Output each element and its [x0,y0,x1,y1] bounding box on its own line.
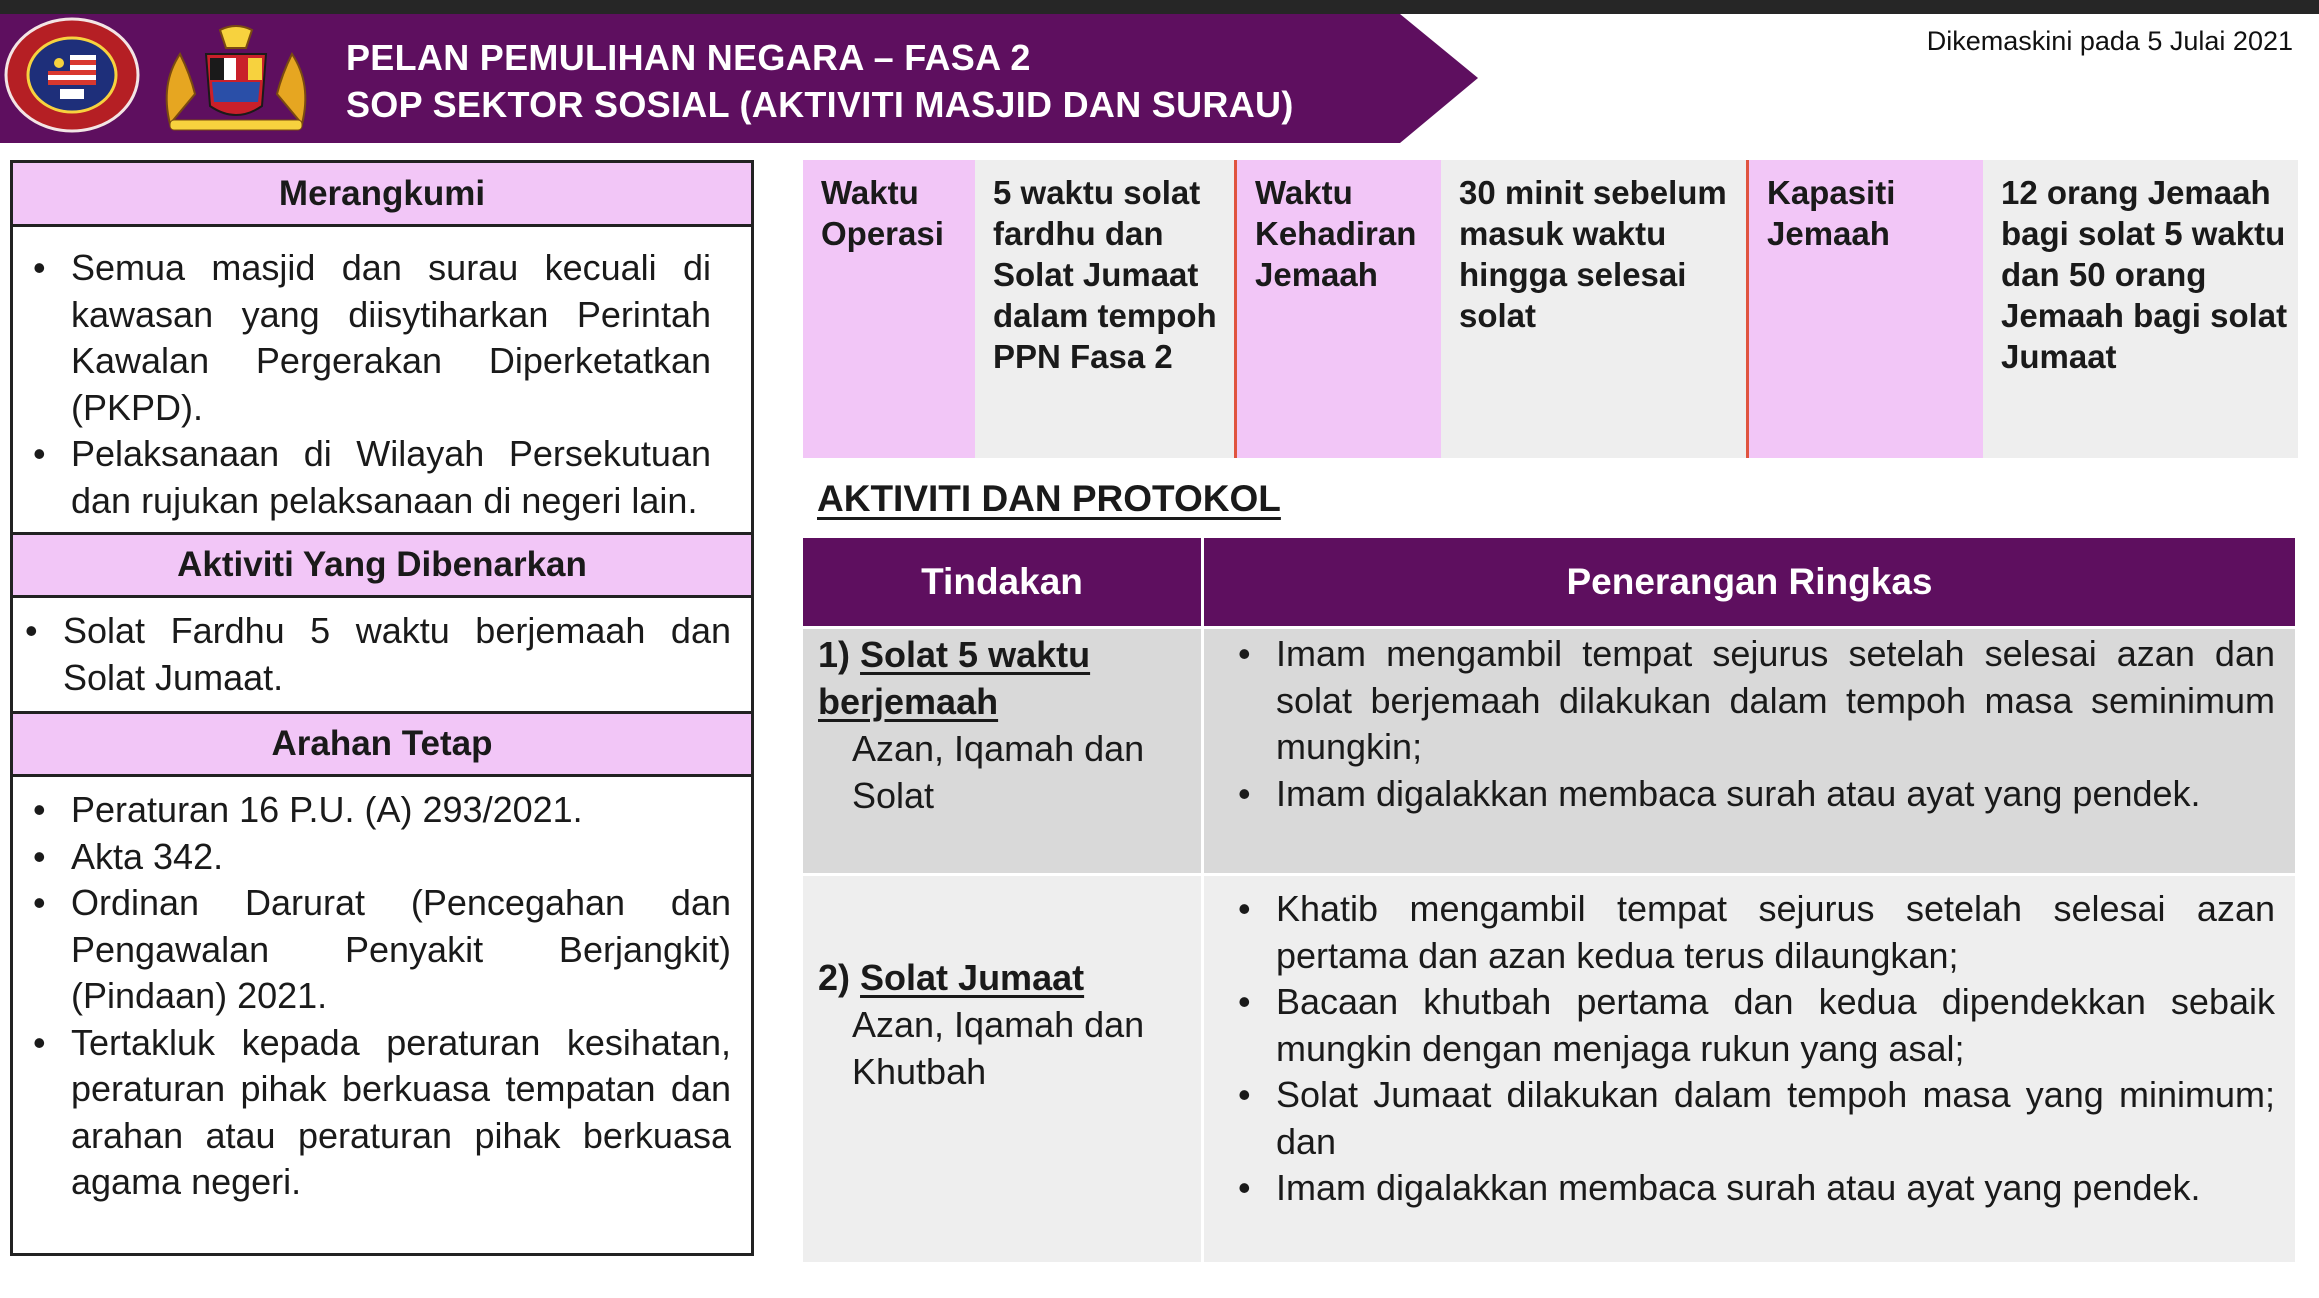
action-title [818,631,1191,725]
operation-info-grid [803,160,2298,458]
info-label-capacity: Kapasiti Jemaah [1746,160,1983,458]
description-item: • Bacaan khutbah pertama dan kedua dipendekkan sebaik mungkin dengan menjaga rukun yang asal; [1276,979,2275,1072]
page-title [346,34,1294,128]
directive-item: • Ordinan Darurat (Pencegahan dan Pengawalan Penyakit Berjangkit) (Pindaan) 2021. [71,880,731,1020]
directive-item: • Peraturan 16 P.U. (A) 293/2021. [71,787,731,834]
summary-list [13,239,751,524]
column-header-description: Penerangan Ringkas [1566,561,1933,602]
description-cell [1204,876,2295,1262]
description-list [1204,629,2295,817]
action-name: Solat 5 waktu berjemaah [818,634,1091,722]
info-label-operation-time: Waktu Operasi [803,160,975,458]
allowed-list [13,598,751,711]
allowed-item: • Solat Fardhu 5 waktu berjemaah dan Solat Jumaat. [63,608,731,701]
summary-item: • Pelaksanaan di Wilayah Persekutuan dan rujukan pelaksanaan di negeri lain. [71,431,711,524]
description-item: • Imam digalakkan membaca surah atau ayat yang pendek. [1276,771,2275,818]
summary-section [13,163,751,535]
action-number: 2) [818,956,851,998]
directive-section [13,777,751,1214]
action-subtitle: Azan, Iqamah dan Khutbah [852,1003,1145,1092]
updated-date: Dikemaskini pada 5 Julai 2021 [1926,26,2293,56]
description-item: • Imam mengambil tempat sejurus setelah selesai azan dan solat berjemaah dilakukan dalam tempoh masa seminimum mungkin; [1276,631,2275,771]
top-bar [0,0,2319,14]
description-item: • Imam digalakkan membaca surah atau ayat yang pendek. [1276,1165,2275,1212]
summary-item: • Semua masjid dan surau kecuali di kawasan yang diisytiharkan Perintah Kawalan Pergerakan Diperketatkan (PKPD). [71,245,711,431]
description-list [1204,876,2295,1212]
action-number: 1) [818,634,851,675]
directive-list [13,777,751,1214]
coat-of-arms-logo [150,24,322,134]
directive-item: • Akta 342. [71,834,731,881]
title-line-1: PELAN PEMULIHAN NEGARA – FASA 2 [346,37,1031,78]
info-label-attendance-time: Waktu Kehadiran Jemaah [1234,160,1441,458]
description-cell [1204,629,2295,873]
title-line-2: SOP SEKTOR SOSIAL (AKTIVITI MASJID DAN SURAU) [346,84,1294,125]
allowed-heading: Aktiviti Yang Dibenarkan [13,535,751,598]
action-subtitle: Azan, Iqamah dan Solat [852,728,1145,816]
summary-heading: Merangkumi [13,163,751,227]
table-header [803,538,2295,626]
nsc-logo [4,17,140,133]
table-row [803,876,2295,1262]
info-value-capacity: 12 orang Jemaah bagi solat 5 waktu dan 50 orang Jemaah bagi solat Jumaat [1983,160,2298,458]
protocol-table [803,538,2295,1262]
action-title [818,954,1191,1001]
description-item: • Solat Jumaat dilakukan dalam tempoh masa yang minimum; dan [1276,1072,2275,1165]
section-title: AKTIVITI DAN PROTOKOL [817,478,1281,519]
directive-heading: Arahan Tetap [13,714,751,777]
table-row [803,629,2295,873]
info-value-attendance-time: 30 minit sebelum masuk waktu hingga selesai solat [1441,160,1746,458]
action-cell [803,876,1204,1262]
left-panel [10,160,754,1256]
action-cell [803,629,1204,873]
allowed-section [13,598,751,714]
action-name: Solat Jumaat [860,956,1085,998]
description-item: • Khatib mengambil tempat sejurus setelah selesai azan pertama dan azan kedua terus dilaungkan; [1276,886,2275,979]
info-value-operation-time: 5 waktu solat fardhu dan Solat Jumaat dalam tempoh PPN Fasa 2 [975,160,1234,458]
column-header-action: Tindakan [803,538,1204,626]
directive-item: • Tertakluk kepada peraturan kesihatan, peraturan pihak berkuasa tempatan dan arahan atau peraturan pihak berkuasa agama negeri. [71,1020,731,1206]
